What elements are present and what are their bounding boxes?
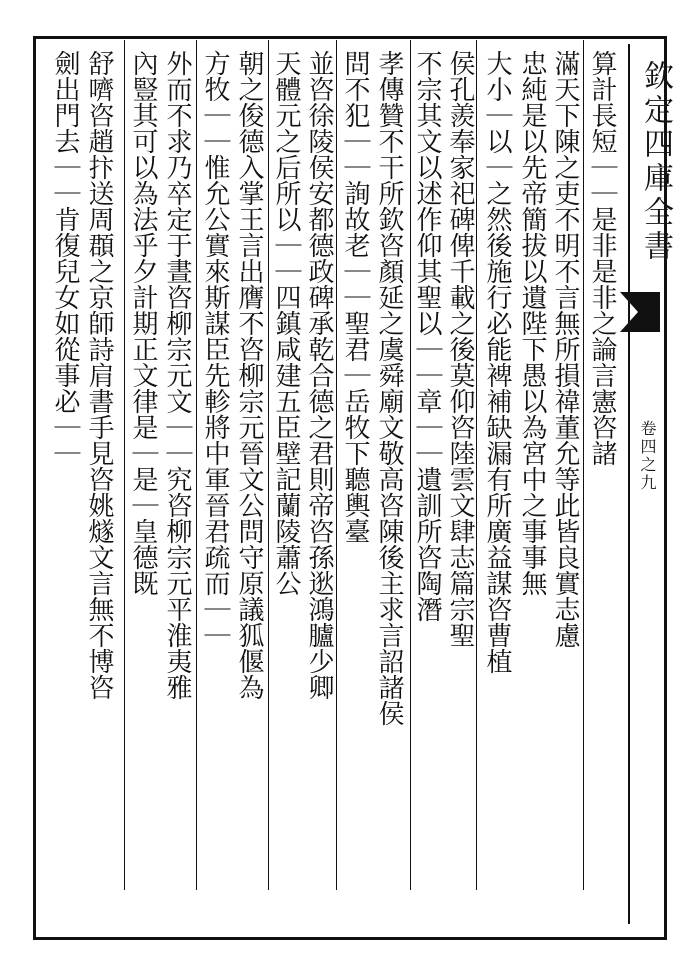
volume-label: 卷四之九 bbox=[638, 420, 657, 492]
text-column: 朝之俊德入掌王言出膺不咨柳宗元晉文公問守原議狐偃為 bbox=[234, 50, 264, 700]
column-rule bbox=[196, 40, 197, 890]
text-column: 天體元之后所以｜｜四鎮咸建五臣壁記蘭陵蕭公 bbox=[271, 50, 301, 596]
column-rule bbox=[410, 40, 411, 890]
text-column: 舒嚌咨趙抃送周頵之京師詩肩書手見咨姚燧文言無不博咨 bbox=[84, 50, 114, 700]
text-column: 劍出門去｜｜肯復兒女如從事必｜｜ bbox=[50, 50, 80, 466]
text-column: 方牧｜｜惟允公實來斯謀臣先軫將中軍晉君疏而｜｜ bbox=[200, 50, 230, 648]
text-column: 侯孔羨奉家祀碑俾千載之後莫仰咨陸雲文肆志篇宗聖 bbox=[445, 50, 475, 648]
text-column: 問不犯｜｜詢故老｜｜聖君｜岳牧下聽輿臺 bbox=[340, 50, 370, 544]
column-rule bbox=[268, 40, 269, 890]
text-column: 孝傳贊不干所欽咨顏延之虞舜廟文敬高咨陳後主求言詔諸侯 bbox=[374, 50, 404, 726]
text-column: 滿天下陳之吏不明不言無所損禕董允等此皆良實志慮 bbox=[550, 50, 580, 648]
text-column: 內豎其可以為法乎夕計期正文律是｜是｜皇德既 bbox=[128, 50, 158, 596]
text-column: 忠純是以先帝簡拔以遺陛下愚以為宮中之事事無 bbox=[517, 50, 547, 596]
fish-tail-ornament bbox=[620, 292, 660, 332]
column-rule bbox=[476, 40, 477, 890]
column-rule bbox=[583, 40, 584, 890]
book-title: 欽定四庫全書 bbox=[638, 60, 673, 264]
text-column: 不宗其文以述作仰其聖以｜｜章｜｜遺訓所咨陶潛 bbox=[412, 50, 442, 622]
text-column: 算計長短｜｜是非是非之論言憲咨諸 bbox=[587, 50, 617, 466]
text-column: 並咨徐陵侯安都德政碑承乾合德之君則帝咨孫逖鴻臚少卿 bbox=[304, 50, 334, 700]
column-rule bbox=[124, 40, 125, 890]
text-column: 大小｜以｜之然後施行必能裨補缺漏有所廣益謀咨曹植 bbox=[482, 50, 512, 674]
column-rule bbox=[336, 40, 337, 890]
text-column: 外而不求乃卒定于晝咨柳宗元文｜｜究咨柳宗元平淮夷雅 bbox=[162, 50, 192, 700]
